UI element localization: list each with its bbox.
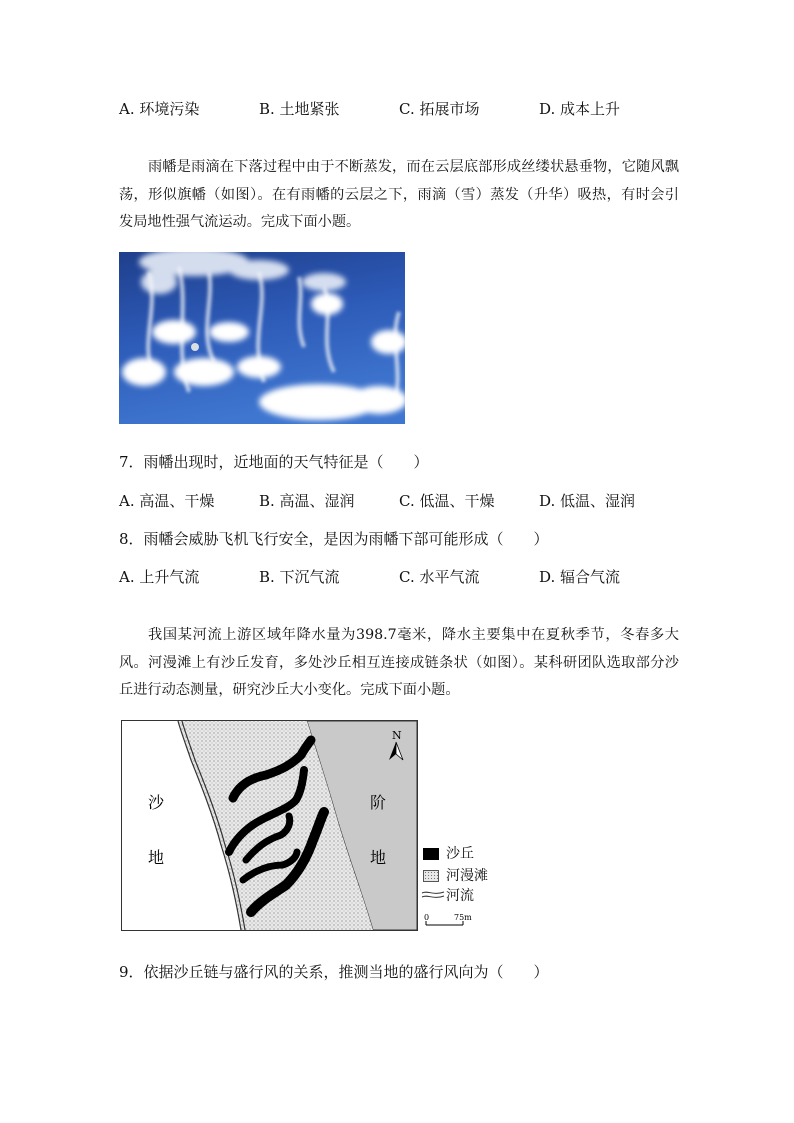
virga-photo [119,252,405,424]
q8-stem: 8．雨幡会威胁飞机飞行安全，是因为雨幡下部可能形成（ ） [119,530,549,548]
left-label-2: 地 [148,848,165,867]
q6-option-b: B. 土地紧张 [259,100,340,118]
right-label-2: 地 [370,848,387,867]
scale-zero: 0 [424,913,430,922]
q7-option-b: B. 高温、湿润 [259,492,355,510]
legend-floodplain-label: 河漫滩 [446,868,488,884]
passage-dunes: 我国某河流上游区域年降水量为398.7毫米，降水主要集中在夏秋季节，冬春多大风。河漫滩上有沙丘发育，多处沙丘相互连接成链条状（如图）。某科研团队选取部分沙丘进行动态测量，研究沙丘大小变化。完成下面小题。 [119,627,679,698]
q7-option-c: C. 低温、干燥 [399,492,495,510]
legend-dune-swatch [423,848,439,860]
passage-virga: 雨幡是雨滴在下落过程中由于不断蒸发，而在云层底部形成丝缕状悬垂物，它随风飘荡，形似旗幡（如图）。在有雨幡的云层之下，雨滴（雪）蒸发（升华）吸热，有时会引发局地性强气流运动。完成下面小题。 [119,159,679,230]
q7-stem: 7．雨幡出现时，近地面的天气特征是（ ） [119,453,429,471]
q6-option-a: A. 环境污染 [119,100,200,118]
q8-option-a: A. 上升气流 [119,568,200,586]
dune-map [121,720,418,931]
right-label-1: 阶 [370,793,387,812]
q7-option-a: A. 高温、干燥 [119,492,215,510]
left-label-1: 沙 [148,793,165,812]
q6-option-d: D. 成本上升 [539,100,621,118]
legend-river-swatch [421,889,445,901]
q6-option-c: C. 拓展市场 [399,100,480,118]
legend-dune-label: 沙丘 [446,846,474,862]
q7-option-d: D. 低温、湿润 [539,492,636,510]
legend-floodplain-swatch [423,870,439,882]
scale-bar [423,911,473,931]
q9-stem: 9．依据沙丘链与盛行风的关系，推测当地的盛行风向为（ ） [119,963,549,981]
legend-river-label: 河流 [446,888,474,904]
q8-option-b: B. 下沉气流 [259,568,340,586]
q8-option-c: C. 水平气流 [399,568,480,586]
north-label: N [392,729,402,742]
q8-option-d: D. 辐合气流 [539,568,621,586]
scale-75: 75m [454,913,472,922]
